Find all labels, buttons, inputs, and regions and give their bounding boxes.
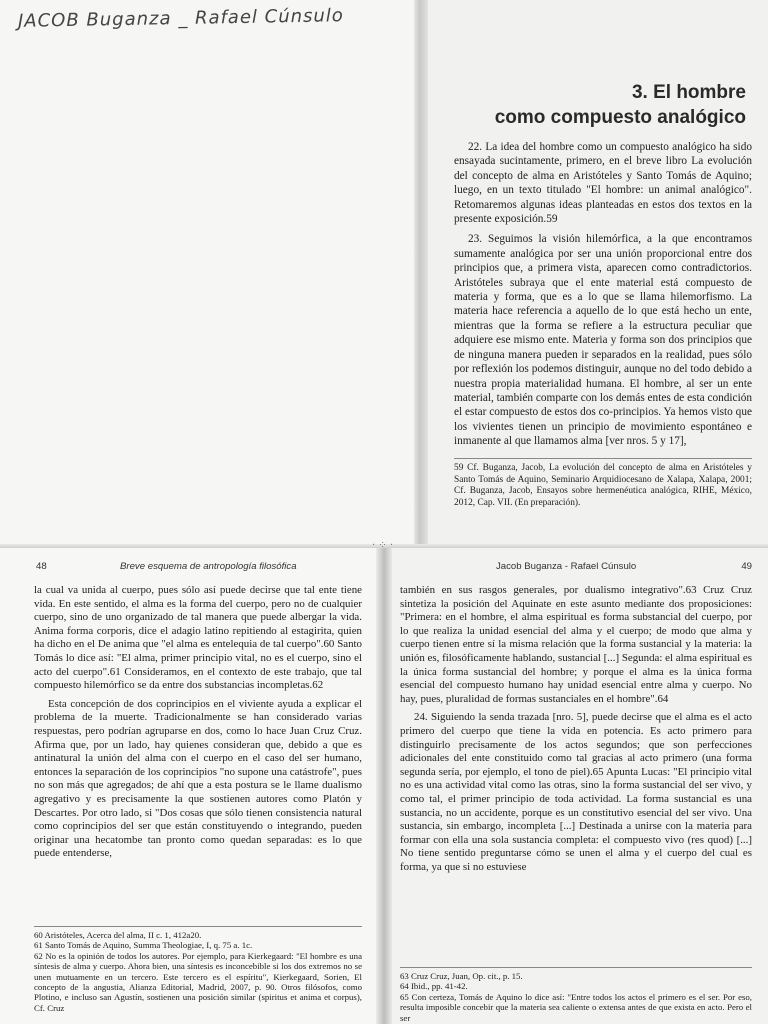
top-left-blank-page — [0, 0, 420, 548]
footnote-59: 59 Cf. Buganza, Jacob, La evolución del concepto de alma en Aristóteles y Santo Tomás de Aquino, Seminario Arquidiocesano de Xalapa, Xalapa, 2001; Cf. Buganza, Jacob, Ensayos sobre hermenéutica analógica, RIHE, México, 2012, Cap. VII. (En preparación). — [454, 463, 752, 508]
footnote-64: 64 Ibid., pp. 41-42. — [400, 981, 468, 992]
page-number-48: 48 — [36, 561, 47, 572]
footnote-60: 60 Aristóteles, Acerca del alma, II c. 1, 412a20. — [34, 930, 202, 940]
bottom-left-footnotes — [34, 926, 362, 1013]
scan-speckle: · ⁘ · — [372, 540, 394, 551]
footnote-61: 61 Santo Tomás de Aquino, Summa Theologiae, I, q. 75 a. 1c. — [34, 940, 253, 951]
footnote-63: 63 Cruz Cruz, Juan, Op. cit., p. 15. — [400, 971, 523, 981]
running-head-left — [36, 561, 366, 572]
bottom-gutter-shadow — [376, 548, 392, 1024]
page-number-49: 49 — [741, 561, 752, 572]
paragraph-24: 24. Siguiendo la senda trazada [nro. 5], puede decirse que el alma es el acto primero del cuerpo que tiene la vida en potencia. Es acto primero para distinguirlo precisamente de los actos segundos; que son perfecciones adicionales del ente constituido como tal gracias al acto primero (una forma segunda sería, por ejemplo, el tono de piel).65 Apunta Lucas: "El principio vital no es una actividad vital como las otras, sino la forma sustancial del ser vivo, y como tal, el primer principio de toda actividad. La forma sustancial es una sustancia, no un accidente, porque es un constitutivo esencial del ser vivo. Una sustancia, sin embargo, incompleta [...] Destinada a unirse con la materia para formar con ella una sola sustancia completa: el compuesto vivo (res quod) [...] No tiene sentido preguntarse cómo se unen el alma y el cuerpo del cual es forma, ya que si no estuviese — [400, 711, 752, 873]
paragraph-continued-right: también en sus rasgos generales, por dualismo integrativo".63 Cruz Cruz sintetiza la posición del Aquinate en este asunto mediante dos proposiciones: "Primera: en el hombre, el alma espiritual es forma substancial del cuerpo, por lo que realiza la unidad esencial del alma y el cuerpo; de modo que alma y cuerpo tienen entre sí la misma relación que la forma sustancial y la materia: la unión es, filosóficamente hablando, sustancial [...] Segunda: el alma espiritual es la única forma sustancial del hombre; y porque el alma es la única forma esencial del compuesto humano hay unidad esencial entre alma y cuerpo. No hay, pues, pluralidad de formas sustanciales en el hombre".64 — [400, 584, 752, 705]
footnote-62: 62 No es la opinión de todos los autores. Por ejemplo, para Kierkegaard: "El hombre es una síntesis de alma y cuerpo. Ahora bien, una síntesis es inconcebible si los dos extremos no se unen mutuamente en un tercero. Este tercero es el espíritu", Kierkegaard, Sorien, El concepto de la angustia, Alianza Editorial, Madrid, 2007, p. 90. Otros filósofos, como Plotino, e incluso san Agustín, sostienen una posición similar (spiritus et anima et corpus), Cf. Cruz — [34, 950, 362, 1013]
running-title-right: Jacob Buganza - Rafael Cúnsulo — [496, 561, 637, 572]
chapter-title-line2: como compuesto analógico — [494, 107, 746, 128]
paragraph-continued: la cual va unida al cuerpo, pues sólo así puede decirse que tal ente tiene vida. En este sentido, el alma es la forma del cuerpo, pero no de cualquier cuerpo, sino de uno organizado de tal manera que puede albergar la vida. Anima forma corporis, dice el adagio latino repitiendo al estagirita, quien ha dicho en el De anima que "el alma es entelequia de tal cuerpo".60 Santo Tomás lo dice así: "El alma, primer principio vital, no es el cuerpo, sino el acto del cuerpo".61 Consideramos, en el contexto de este trabajo, que tal compuesto hilemórfico se da entre dos substancias incompletas.62 — [34, 584, 362, 692]
paragraph-22: 22. La idea del hombre como un compuesto analógico ha sido ensayada sucintamente, primero, en el breve libro La evolución del concepto de alma en Aristóteles y Santo Tomás de Aquino; luego, en un texto titulado "El hombre: un animal analógico". Retomaremos algunas ideas planteadas en estos dos textos en la presente exposición.59 — [454, 141, 752, 226]
chapter-title — [495, 80, 746, 130]
bottom-left-body-text — [34, 584, 362, 866]
running-title-left: Breve esquema de antropología filosófica — [120, 561, 297, 572]
footnote-65: 65 Con certeza, Tomás de Aquino lo dice así: "Entre todos los actos el primero es el ser. Por eso, resulta imposible concebir que la materia sea caliente o extensa antes de que exista en acto. Pero el ser — [400, 991, 752, 1023]
top-right-footnote — [454, 458, 752, 509]
chapter-title-line1: 3. El hombre — [631, 82, 746, 103]
handwritten-note: JACOB Buganza _ Rafael Cúnsulo — [17, 5, 345, 32]
bottom-right-body-text — [400, 584, 752, 879]
top-gutter-shadow — [414, 0, 428, 548]
paragraph-death: Esta concepción de dos coprincipios en el viviente ayuda a explicar el problema de la muerte. Tradicionalmente se han considerado varias respuestas, pero podrían agruparse en dos, como lo hace Juan Cruz Cruz. Afirma que, por un lado, hay quienes consideran que, debido a que es antinatural la unión del alma con el cuerpo en el caso del ser humano, entonces la separación de los coprincipios "no supone una catástrofe", pues no son más que agregados; de ahí que a esta postura se le llame dualismo agregativo y es precisamente la que sostienen autores como Platón y Descartes. Por otro lado, si "Dos cosas que sólo tienen consistencia natural como coprincipios del ser que están constituyendo o integrando, pueden originar una hecatombe tan pronto como quedan separadas: es lo que puede entenderse, — [34, 697, 362, 860]
top-right-body-text — [454, 140, 752, 455]
bottom-right-footnotes — [400, 967, 752, 1023]
paragraph-23: 23. Seguimos la visión hilemórfica, a la que encontramos sumamente analógica por ser una unión proporcional entre dos principios que, a primera vista, aparecen como contradictorios. Aristóteles subraya que el ente material está compuesto de materia y forma, que es a lo que se llama hilemorfismo. La materia hace referencia a aquello de lo que está hecho un ente, mientras que la forma se refiere a la estructura peculiar que adquiere ese mismo ente. Materia y forma son dos principios que de ninguna manera pueden ir separados en la realidad, pues sólo por reflexión los podemos distinguir, aunque no del todo debido a nuestra propia materialidad humana. El hombre, al ser un ente material, también comparte con los demás entes de esta condición el estar compuesto de estos dos co-principios. Ya hemos visto que los vivientes tienen un principio de movimiento espontáneo e inmanente al que llamamos alma [ver nros. 5 y 17], — [454, 233, 753, 448]
